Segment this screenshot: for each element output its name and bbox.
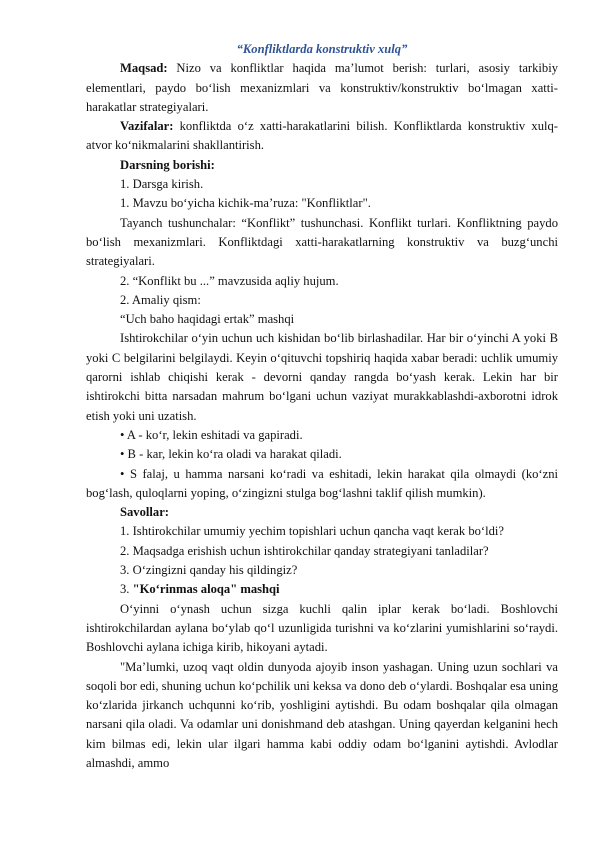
- step-lecture: 1. Mavzu bo‘yicha kichik-ma’ruza: "Konfliktlar".: [120, 196, 371, 211]
- goal-text: Nizo va konfliktlar haqida ma’lumot berish: turlari, asosiy tarkibiy elementlari, paydo bo‘lish mexanizmlari va konstruktiv/konstruktiv bo‘lmagan xatti-harakatlar strategiyalari.: [86, 61, 558, 114]
- questions-heading: Savollar:: [120, 505, 169, 520]
- question-3: 3. O‘zingizni qanday his qildingiz?: [120, 563, 298, 578]
- bullet-s: • S falaj, u hamma narsani ko‘radi va eshitadi, lekin harakat qila olmaydi (ko‘zni bog‘lash, quloqlarni yoping, o‘zingizni stulga bog‘lashni taklif qilish mumkin).: [86, 466, 558, 500]
- tasks-paragraph: [86, 117, 558, 156]
- key-concepts-paragraph: Tayanch tushunchalar: “Konflikt” tushunchasi. Konflikt turlari. Konfliktning paydo bo‘lish mexanizmlari. Konfliktdagi xatti-harakatlarning konstruktiv va buzg‘unchi strategiyalari.: [86, 215, 558, 269]
- lesson-progress-heading: Darsning borishi:: [120, 157, 215, 172]
- tasks-text: konfliktda o‘z xatti-harakatlarini bilish. Konfliktlarda konstruktiv xulq-atvor ko‘nikmalarini shakllantirish.: [86, 119, 558, 153]
- step-practice: 2. Amaliy qism:: [120, 292, 201, 307]
- story-paragraph: "Ma’lumki, uzoq vaqt oldin dunyoda ajoyib inson yashagan. Uning uzun sochlari va soqoli bor edi, shuning uchun ko‘pchilik uni keksa va dono deb o‘ylardi. Boshqalar esa uning ko‘zlarida jirkanch uchqunni ko‘rib, yoshligini aytishdi. Bu odam boshqalar qila olmagan narsani qila oladi. Va odamlar uni donishmand deb atashgan. Uning qayerdan kelganini hech kim bilmas edi, lekin ular ilgari hamma kabi oddiy odam bo‘lganini aytishdi. Avlodlar almashdi, ammo: [86, 659, 558, 770]
- exercise1-title: “Uch baho haqidagi ertak” mashqi: [120, 312, 295, 327]
- goal-paragraph: [86, 59, 558, 117]
- document-title: “Konfliktlarda konstruktiv xulq”: [236, 42, 408, 56]
- question-2: 2. Maqsadga erishish uchun ishtirokchilar qanday strategiyani tanladilar?: [120, 543, 489, 558]
- goal-label: Maqsad:: [120, 61, 168, 76]
- bullet-a: • A - ko‘r, lekin eshitadi va gapiradi.: [120, 427, 303, 442]
- question-1: 1. Ishtirokchilar umumiy yechim topishlari uchun qancha vaqt kerak bo‘ldi?: [120, 524, 505, 539]
- exercise2-title: "Ko‘rinmas aloqa" mashqi: [132, 582, 280, 597]
- exercise2-number: 3.: [120, 582, 133, 597]
- tasks-label: Vazifalar:: [120, 119, 174, 134]
- document-page: [86, 40, 558, 773]
- exercise1-text: Ishtirokchilar o‘yin uchun uch kishidan bo‘lib birlashadilar. Har bir o‘yinchi A yoki B yoki C belgilarini belgilaydi. Keyin o‘qituvchi topshiriq haqida xabar beradi: uchlik umumiy qarorni ishlab chiqishi kerak - devorni qanday rangda bo‘yash kerak. Lekin har bir ishtirokchi bitta narsadan mahrum bo‘lgani uchun vaziyat murakkablashdi-axborotni idrok etish yoki uni uzatish.: [86, 331, 558, 423]
- step-intro: 1. Darsga kirish.: [120, 177, 204, 192]
- exercise2-heading: [86, 580, 558, 599]
- exercise2-text: O‘yinni o‘ynash uchun sizga kuchli qalin iplar kerak bo‘ladi. Boshlovchi ishtirokchilardan aylana bo‘ylab qo‘l uzunligida turishni va ko‘zlarini yumishlarini so‘raydi. Boshlovchi aylana ichiga kirib, hikoyani aytadi.: [86, 601, 558, 655]
- step-brainstorm: 2. “Konflikt bu ...” mavzusida aqliy hujum.: [120, 273, 339, 288]
- bullet-b: • B - kar, lekin ko‘ra oladi va harakat qiladi.: [120, 447, 342, 462]
